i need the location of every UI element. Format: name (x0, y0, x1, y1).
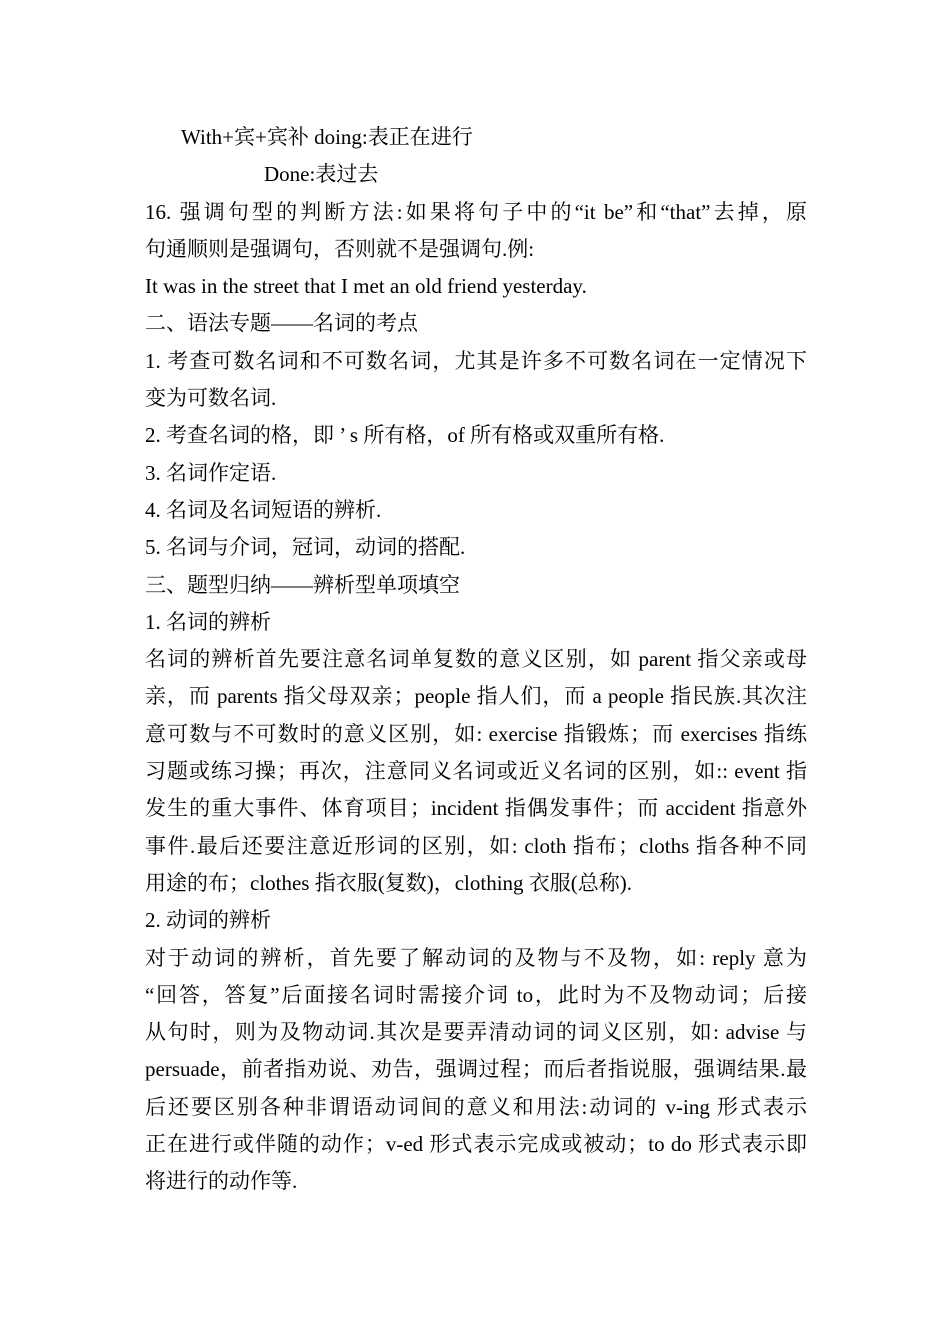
text-line: 正在进行或伴随的动作；v-ed 形式表示完成或被动；to do 形式表示即 (145, 1132, 807, 1157)
text-line: persuade，前者指劝说、劝告，强调过程；而后者指说服，强调结果.最 (145, 1057, 807, 1082)
subsection-heading: 1. 名词的辨析 (145, 609, 271, 634)
document-body (145, 119, 807, 1201)
text-line: 意可数与不可数时的意义区别，如: exercise 指锻炼；而 exercises 指练 (145, 721, 807, 746)
text-line: 16. 强调句型的判断方法:如果将句子中的“it be”和“that”去掉，原 (145, 199, 807, 224)
text-line: 名词的辨析首先要注意名词单复数的意义区别，如 parent 指父亲或母 (145, 647, 807, 672)
text-line: 2. 考查名词的格，即 ’ s 所有格，of 所有格或双重所有格. (145, 423, 665, 448)
text-line: 亲，而 parents 指父母双亲；people 指人们，而 a people 指民族.其次注 (145, 684, 807, 709)
text-line: Done:表过去 (264, 162, 379, 187)
text-line: 1. 考查可数名词和不可数名词，尤其是许多不可数名词在一定情况下 (145, 348, 807, 373)
text-line: 3. 名词作定语. (145, 460, 277, 485)
section-heading: 二、语法专题——名词的考点 (145, 311, 418, 336)
text-line: 从句时，则为及物动词.其次是要弄清动词的词义区别，如: advise 与 (145, 1020, 807, 1045)
text-line: With+宾+宾补 doing:表正在进行 (181, 125, 473, 149)
text-line: 对于动词的辨析，首先要了解动词的及物与不及物，如: reply 意为 (145, 945, 807, 970)
text-line: 4. 名词及名词短语的辨析. (145, 497, 382, 522)
subsection-heading: 2. 动词的辨析 (145, 908, 271, 933)
text-line: 将进行的动作等. (145, 1169, 298, 1194)
text-line: 句通顺则是强调句，否则就不是强调句.例: (145, 236, 535, 261)
text-line: It was in the street that I met an old friend yesterday. (145, 274, 587, 299)
text-line: 习题或练习操；再次，注意同义名词或近义名词的区别，如:: event 指 (145, 759, 807, 784)
text-line: 事件.最后还要注意近形词的区别，如: cloth 指布；cloths 指各种不同 (145, 833, 807, 858)
text-line: 后还要区别各种非谓语动词间的意义和用法:动词的 v-ing 形式表示 (145, 1094, 807, 1119)
text-line: 变为可数名词. (145, 386, 277, 411)
text-line: “回答，答复”后面接名词时需接介词 to，此时为不及物动词；后接 (145, 982, 807, 1007)
text-line: 发生的重大事件、体育项目；incident 指偶发事件；而 accident 指意外 (145, 796, 807, 821)
text-line: 用途的布；clothes 指衣服(复数)，clothing 衣服(总称). (145, 870, 633, 895)
section-heading: 三、题型归纳——辨析型单项填空 (145, 572, 460, 597)
text-line: 5. 名词与介词，冠词，动词的搭配. (145, 535, 466, 560)
